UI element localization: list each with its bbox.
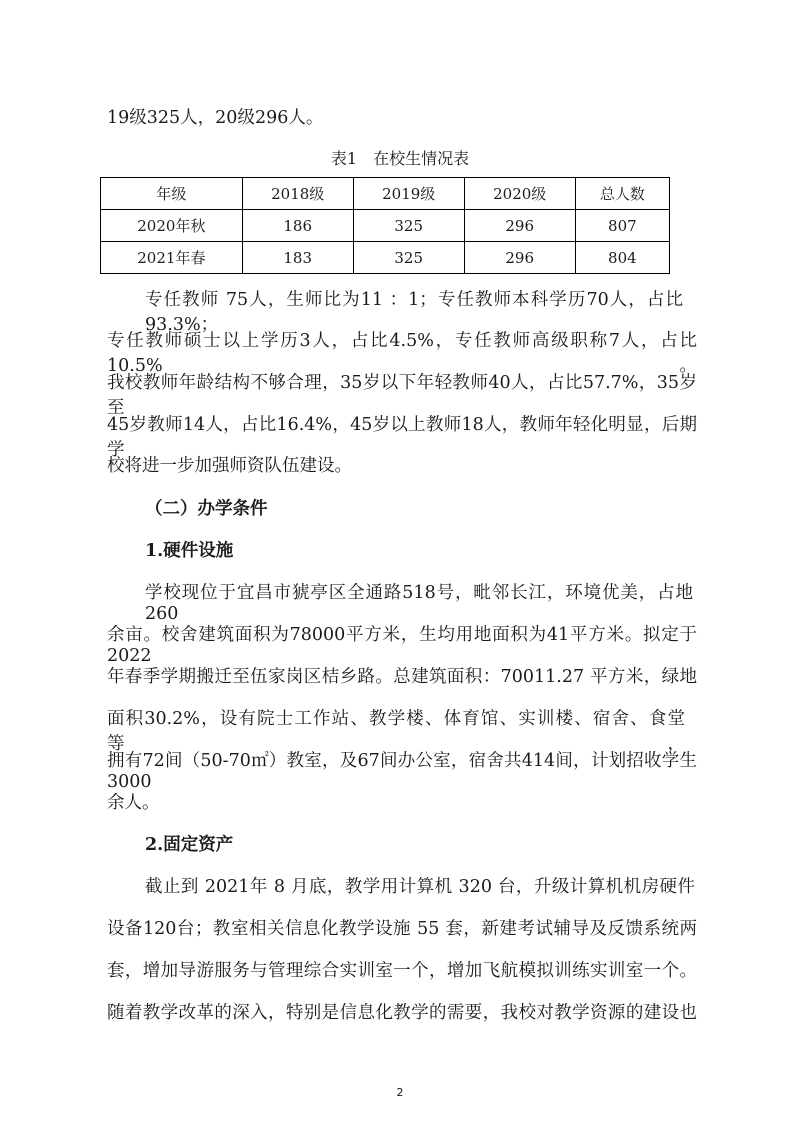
paragraph-line: 年春季学期搬迁至伍家岗区桔乡路。总建筑面积：70011.27 平方米，绿地: [107, 667, 697, 687]
paragraph-line: 专任教师 75人，生师比为11 ：1；专任教师本科学历70人，占比93.3%；: [145, 290, 683, 335]
section-heading: （二）办学条件: [145, 499, 268, 519]
table-header-cell: 总人数: [575, 178, 669, 210]
enrollment-table: [100, 177, 670, 274]
paragraph-line: 余亩。校舍建筑面积为78000平方米，生均用地面积为41平方米。拟定于2022: [107, 625, 697, 666]
paragraph-line: 设备120台；教室相关信息化教学设施 55 套，新建考试辅导及反馈系统两: [107, 919, 697, 939]
paragraph-line: 学校现位于宜昌市猇亭区全通路518号，毗邻长江，环境优美，占地260: [145, 583, 693, 624]
intro-line: 19级325人，20级296人。: [107, 108, 324, 128]
table-cell: 296: [464, 210, 575, 242]
paragraph-line: 45岁教师14人，占比16.4%，45岁以上教师18人，教师年轻化明显，后期学: [107, 415, 697, 460]
paragraph-line: 面积30.2%，设有院士工作站、教学楼、体育馆、实训楼、宿舍、食堂等，: [107, 709, 685, 754]
table-header-row: [101, 178, 670, 210]
table-header-cell: 2018级: [242, 178, 353, 210]
paragraph-line: 余人。: [107, 793, 160, 813]
paragraph-line: 拥有72间（50-70㎡）教室，及67间办公室，宿舍共414间，计划招收学生3000: [107, 751, 697, 792]
paragraph-line: 套，增加导游服务与管理综合实训室一个，增加飞航模拟训练实训室一个。: [107, 961, 697, 981]
table-cell: 807: [575, 210, 669, 242]
paragraph-line: 随着教学改革的深入，特别是信息化教学的需要，我校对教学资源的建设也: [107, 1003, 697, 1023]
table-header-cell: 年级: [101, 178, 243, 210]
sub-heading-assets: 2.固定资产: [145, 835, 234, 855]
table-cell: 186: [242, 210, 353, 242]
paragraph-line: 专任教师硕士以上学历3人，占比4.5%，专任教师高级职称7人，占比10.5%。: [107, 331, 697, 376]
table-cell: 804: [575, 242, 669, 274]
table-cell: 296: [464, 242, 575, 274]
table-caption: 表1 在校生情况表: [330, 149, 470, 168]
paragraph-line: 校将进一步加强师资队伍建设。: [107, 456, 352, 476]
table-row: [101, 210, 670, 242]
paragraph-line: 截止到 2021年 8 月底，教学用计算机 320 台，升级计算机机房硬件: [145, 877, 695, 897]
table-cell: 183: [242, 242, 353, 274]
table-header-cell: 2019级: [353, 178, 464, 210]
table-cell: 2020年秋: [101, 210, 243, 242]
table-cell: 2021年春: [101, 242, 243, 274]
table-row: [101, 242, 670, 274]
table-cell: 325: [353, 210, 464, 242]
page-number: 2: [396, 1086, 404, 1099]
table-header-cell: 2020级: [464, 178, 575, 210]
sub-heading-hardware: 1.硬件设施: [145, 541, 234, 561]
paragraph-line: 我校教师年龄结构不够合理，35岁以下年轻教师40人，占比57.7%，35岁至: [107, 373, 697, 418]
table-cell: 325: [353, 242, 464, 274]
